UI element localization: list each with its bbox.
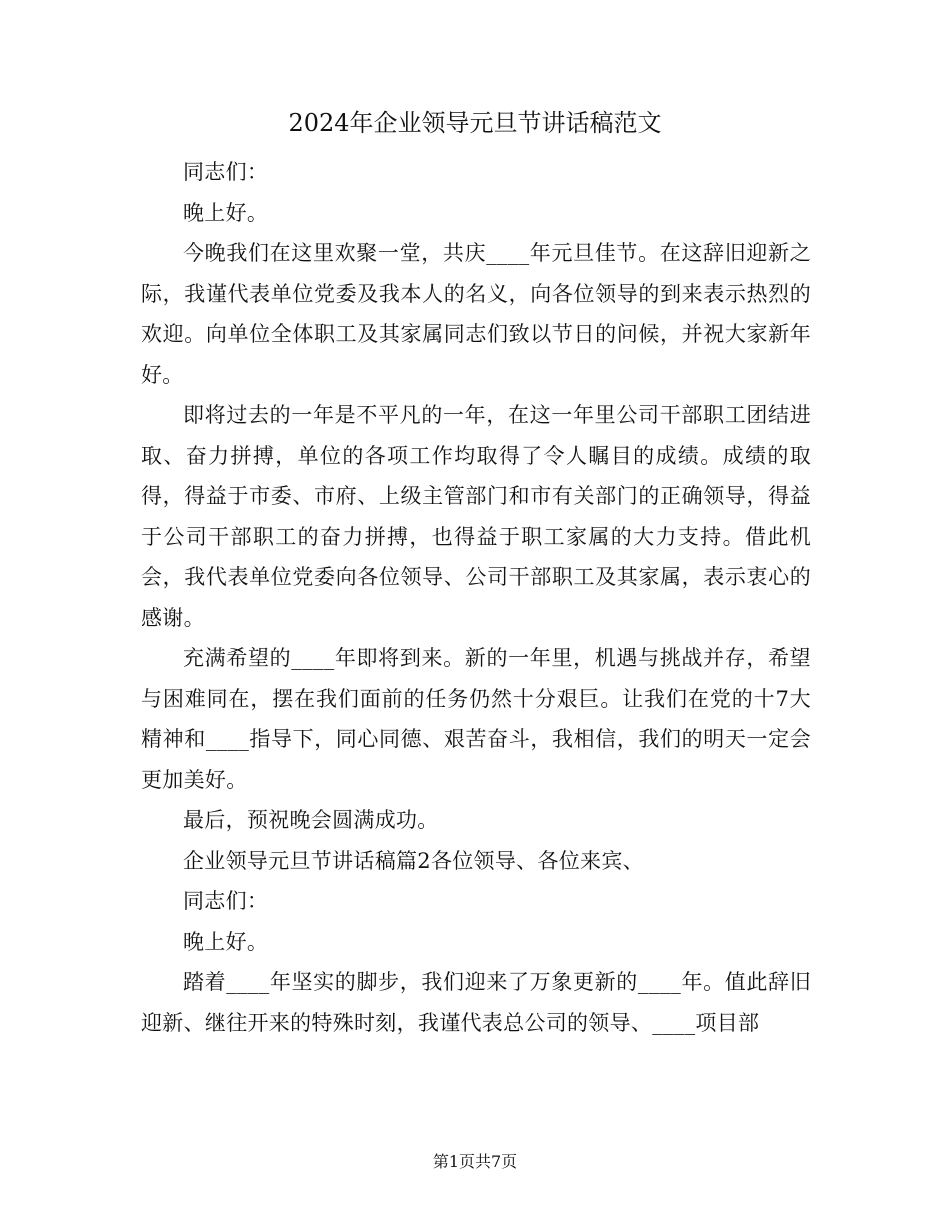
paragraph: 最后，预祝晚会圆满成功。 — [183, 808, 439, 832]
paragraph: 同志们： — [183, 160, 269, 184]
document-title: 2024年企业领导元旦节讲话稿范文 — [288, 109, 662, 137]
paragraph: 同志们： — [183, 889, 269, 913]
paragraph: 企业领导元旦节讲话稿篇2各位领导、各位来宾、 — [183, 848, 644, 873]
page-number: 第1页共7页 — [432, 1152, 518, 1171]
paragraph: 即将过去的一年是不平凡的一年，在这一年里公司干部职工团结进取、奋力拼搏，单位的各项工作均取得了令人瞩目的成绩。成绩的取得，得益于市委、市府、上级主管部门和市有关部门的正确领导，得益于公司干部职工的奋力拼搏，也得益于职工家属的大力支持。借此机会，我代表单位党委向各位领导、公司干部职工及其家属，表示衷心的感谢。 — [141, 403, 811, 630]
document-body — [141, 152, 811, 1043]
paragraph: 充满希望的____年即将到来。新的一年里，机遇与挑战并存，希望与困难同在，摆在我们面前的任务仍然十分艰巨。让我们在党的十7大精神和____指导下，同心同德、艰苦奋斗，我相信，我们的明天一定会更加美好。 — [141, 646, 811, 792]
paragraph: 晚上好。 — [183, 929, 269, 954]
paragraph: 晚上好。 — [183, 200, 269, 225]
paragraph: 踏着____年坚实的脚步，我们迎来了万象更新的____年。值此辞旧迎新、继往开来的特殊时刻，我谨代表总公司的领导、____项目部 — [141, 970, 811, 1035]
paragraph: 今晚我们在这里欢聚一堂，共庆____年元旦佳节。在这辞旧迎新之际，我谨代表单位党委及我本人的名义，向各位领导的到来表示热烈的欢迎。向单位全体职工及其家属同志们致以节日的问候，并祝大家新年好。 — [141, 241, 811, 387]
